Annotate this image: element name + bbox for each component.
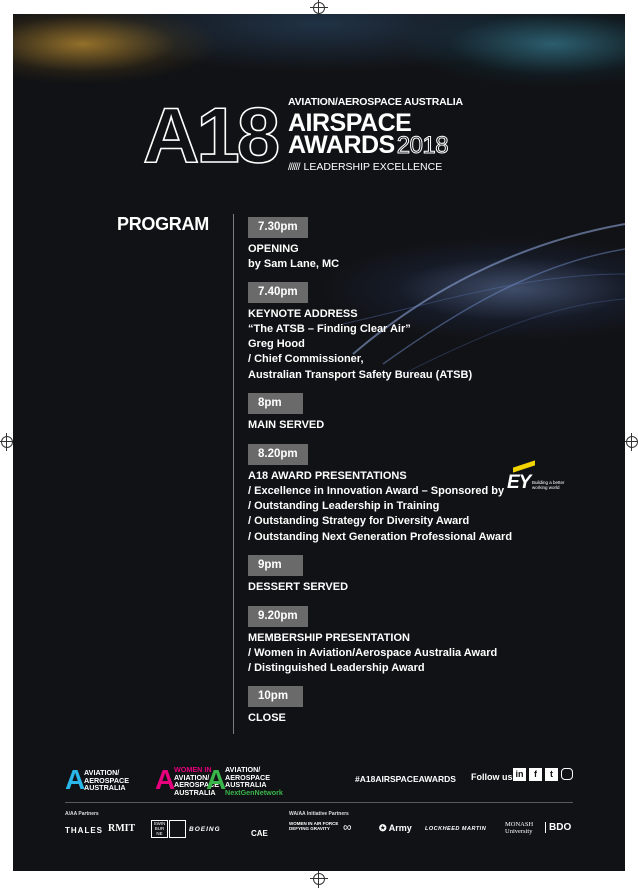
- aaa-partners-label: A/AA Partners: [65, 811, 99, 817]
- slot-time: 9pm: [248, 555, 303, 576]
- army-logo: ✪ Army: [379, 823, 412, 833]
- program-slot: [248, 555, 348, 595]
- slot-time: 7.40pm: [248, 282, 308, 303]
- logo-awards-line: [288, 131, 463, 159]
- registration-mark-left: [1, 436, 13, 448]
- awards-logo-text: [288, 96, 463, 173]
- slot-title: KEYNOTE ADDRESS: [248, 308, 358, 320]
- linkedin-icon[interactable]: in: [513, 768, 526, 781]
- slot-title: DESSERT SERVED: [248, 581, 349, 593]
- lockheed-martin-logo: LOCKHEED MARTIN: [425, 826, 487, 832]
- slot-time: 8.20pm: [248, 444, 308, 465]
- logo-organisation: AVIATION/AEROSPACE AUSTRALIA: [288, 96, 463, 108]
- instagram-icon[interactable]: [561, 768, 573, 780]
- slot-title: A18 AWARD PRESENTATIONS: [248, 470, 407, 482]
- program-slot: [248, 217, 339, 272]
- waaa-partners-label: WA/AA Initiative Partners: [289, 811, 349, 817]
- bdo-logo: BDO: [545, 822, 571, 833]
- program-slot: [248, 393, 324, 433]
- monash-logo: MONASH University: [505, 821, 534, 835]
- slot-title: CLOSE: [248, 712, 286, 724]
- thales-logo: THALES: [65, 826, 103, 835]
- waaa-logo-text: WOMEN IN AVIATION/ AEROSPACE AUSTRALIA: [174, 765, 219, 797]
- cae-logo: CAE: [251, 829, 268, 838]
- slot-detail: Greg Hood: [248, 338, 305, 351]
- facebook-icon[interactable]: f: [529, 768, 542, 781]
- boeing-logo: BOEING: [189, 826, 221, 833]
- ey-beam: [513, 460, 535, 472]
- program-slot: [248, 686, 303, 726]
- slot-title: MEMBERSHIP PRESENTATION: [248, 632, 410, 644]
- slot-detail: / Outstanding Next Generation Professional Award: [248, 530, 513, 543]
- logo-tagline-line: [288, 161, 463, 173]
- waaa-logo-letter: A: [155, 764, 176, 795]
- slot-time: 9.20pm: [248, 606, 308, 627]
- slot-title: OPENING: [248, 243, 299, 255]
- rmit-logo: RMIT: [108, 823, 136, 834]
- aaa-logo-letter: A: [65, 764, 86, 795]
- program-heading: PROGRAM: [117, 214, 209, 234]
- nextgen-logo-letter: A: [206, 764, 227, 795]
- registration-mark-right: [626, 436, 638, 448]
- infinity-logo: ∞: [343, 820, 352, 834]
- ey-sponsor-logo: [507, 472, 565, 494]
- twitter-icon[interactable]: t: [545, 768, 558, 781]
- logo-awards: AWARDS: [288, 131, 395, 159]
- logo-tagline: LEADERSHIP EXCELLENCE: [303, 161, 443, 173]
- swinburne-logo: SWIN BUR NE: [151, 820, 168, 838]
- logo-slashes: //////: [288, 161, 300, 173]
- logo-airspace: AIRSPACE: [288, 109, 412, 137]
- slot-detail: by Sam Lane, MC: [248, 258, 340, 270]
- ey-tagline: Building a better working world: [532, 480, 565, 490]
- aaa-logo-text: AVIATION/ AEROSPACE AUSTRALIA: [84, 768, 129, 793]
- registration-mark-top: [313, 2, 325, 14]
- a18-logo-mark: A18: [143, 91, 278, 179]
- slot-detail: / Distinguished Leadership Award: [248, 662, 425, 675]
- ey-mark: EY: [507, 472, 531, 493]
- slot-detail: / Outstanding Strategy for Diversity Award: [248, 515, 470, 528]
- slot-detail: / Excellence in Innovation Award – Sponsored by: [248, 485, 505, 497]
- program-slot: [248, 282, 472, 383]
- footer-separator: [65, 802, 573, 803]
- slot-detail: / Women in Aviation/Aerospace Australia Award: [248, 647, 498, 659]
- slot-title: MAIN SERVED: [248, 419, 325, 431]
- partner-badge-logo: [169, 820, 186, 838]
- follow-us-label: Follow us: [471, 772, 513, 782]
- program-slot: [248, 444, 512, 545]
- registration-mark-bottom: [313, 873, 325, 885]
- slot-time: 10pm: [248, 686, 303, 707]
- nextgen-logo-text: AVIATION/ AEROSPACE AUSTRALIA NextGenNetwork: [225, 765, 283, 797]
- program-poster: [13, 14, 625, 871]
- slot-detail: Australian Transport Safety Bureau (ATSB): [248, 368, 473, 381]
- slot-time: 8pm: [248, 393, 303, 414]
- logo-year: 2018: [396, 132, 449, 159]
- slot-time: 7.30pm: [248, 217, 308, 238]
- slot-detail: “The ATSB – Finding Clear Air”: [248, 323, 411, 335]
- event-hashtag: #A18AIRSPACEAWARDS: [355, 774, 456, 784]
- slot-detail: / Chief Commissioner,: [248, 353, 364, 366]
- program-slot: [248, 606, 497, 676]
- women-in-air-force-logo: WOMEN IN AIR FORCE DEFYING GRAVITY: [289, 821, 339, 831]
- slot-detail: / Outstanding Leadership in Training: [248, 500, 440, 513]
- program-divider: [233, 214, 234, 734]
